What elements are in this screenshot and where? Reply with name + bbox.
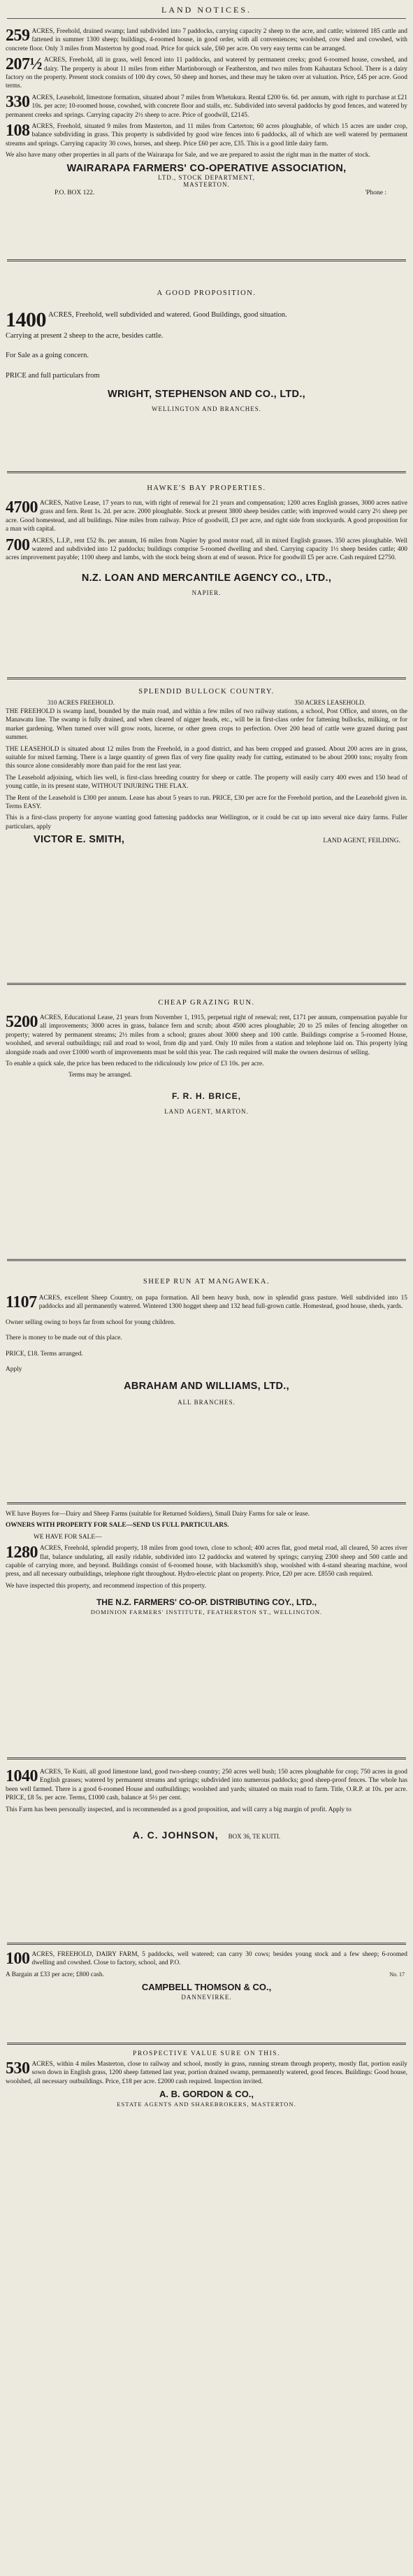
acres-number: 108 — [6, 122, 30, 141]
ad-paragraph: A Bargain at £33 per acre; £800 cash. — [6, 1971, 104, 1978]
acres-number: 1107 — [6, 1293, 37, 1311]
ad-text: ACRES, Freehold, situated 9 miles from Masterton, and 11 miles from Carterton; 60 acres ploughable, of which 15 acres are under crop, balance subdividing in grass. This property is subdivided by good wire fences into 6 paddocks, all of which are well watered by permanent streams and springs. Carrying capacity 30 cows, horses, and sheep. Price £60 per acre, £35. This is a good little dairy farm. — [6, 123, 407, 147]
ad-line: Carrying at present 2 sheep to the acre, besides cattle. — [6, 332, 164, 340]
ad-line: There is money to be made out of this place. — [6, 1334, 122, 1342]
section-title: LAND NOTICES. — [161, 5, 252, 15]
ad-line: Owner selling owing to boys far from school for young children. — [6, 1318, 175, 1326]
advertiser-location: LAND AGENT, FEILDING. — [323, 837, 400, 845]
ad-cheap-grazing — [6, 985, 407, 1259]
advertiser-location: NAPIER. — [191, 589, 222, 596]
ad-heading: SPLENDID BULLOCK COUNTRY. — [138, 688, 275, 696]
acres-number: 1040 — [6, 1767, 38, 1785]
ad-text: ACRES, FREEHOLD, DAIRY FARM, 5 paddocks, well watered; can carry 30 cows; besides young stock and a few sheep; 6-roomed dwelling and cowshed. Close to factory, school, and P.O. — [31, 1951, 407, 1967]
acres-number: 330 — [6, 92, 30, 111]
ad-paragraph: THE LEASEHOLD is situated about 12 miles from the Freehold, in a good district, and has been cropped and grassed. About 200 acres are in grass, suitable for mixed farming. There is a large quantity of green flax of very fine quality ready for cutting, estimated to be about 2000 tons; royalty from this source alone considerably more than paid for the rent last year. — [6, 745, 407, 770]
ad-line: PRICE and full particulars from — [6, 371, 100, 380]
ad-heading: A GOOD PROPOSITION. — [157, 289, 256, 297]
advertiser-sub: LTD., STOCK DEPARTMENT, — [158, 173, 255, 181]
ad-line: For Sale as a going concern. — [6, 352, 89, 360]
advertiser-location: LAND AGENT, MARTON. — [164, 1107, 249, 1115]
ad-heading: PROSPECTIVE VALUE SURE ON THIS. — [133, 2050, 280, 2057]
advertiser-name: A. B. GORDON & CO., — [159, 2089, 254, 2100]
ad-line: Apply — [6, 1366, 22, 1374]
acres-number: 207½ — [6, 55, 42, 74]
footer-note: We also have many other properties in all parts of the Wairarapa for Sale, and we are prepared to assist the right man in the matter of stock. — [6, 152, 370, 159]
acres-number: 1280 — [6, 1544, 38, 1562]
advertiser-name: A. C. JOHNSON, — [132, 1829, 219, 1841]
ad-heading: CHEAP GRAZING RUN. — [158, 999, 255, 1007]
ad-nz-farmers — [6, 1504, 407, 1757]
advertiser-name: F. R. H. BRICE, — [171, 1091, 241, 1101]
advertiser-location: DOMINION FARMERS' INSTITUTE, FEATHERSTON ST., WELLINGTON. — [90, 1609, 323, 1616]
advertiser-name: CAMPBELL THOMSON & CO., — [141, 1982, 272, 1993]
ad-paragraph: The Rent of the Leasehold is £300 per annum. Lease has about 5 years to run. PRICE, £30 per acre for the Freehold portion, and the Leasehold given in. Terms EASY. — [6, 794, 407, 811]
ad-text: ACRES, excellent Sheep Country, on papa formation. All been heavy bush, now in splendid grass pasture. Well subdivided into 15 paddocks and all permanently watered. Wintered 1300 hogget sheep and 132 head full-grown cattle. Homestead, good house, sheds, yards. — [38, 1295, 407, 1311]
ad-paragraph: This is a first-class property for anyone wanting good fattening paddocks near Wellington, or it could be cut up into several nice dairy farms. Fuller particulars, apply — [6, 814, 407, 830]
advertiser-location: DANNEVIRKE. — [181, 1994, 232, 2001]
ad-te-kuiti — [6, 1760, 407, 1943]
ad-paragraph: We have inspected this property, and recommend inspection of this property. — [6, 1582, 207, 1590]
ad-text: ACRES, Freehold, drained swamp; land subdivided into 7 paddocks, carrying capacity 2 sheep to the acre, and cattle; wintered 185 cattle and fattened in summer 1300 sheep; buildings, 4-roomed house, in good order, with all conveniences; woolshed, cow shed and cowshed, with concrete floor. Only 3 miles from Masterton by good road. Price for quick sale, £60 per acre. On very easy terms can be arranged. — [6, 28, 407, 52]
advertiser-location: BOX 36, TE KUITI. — [228, 1833, 281, 1841]
advertiser-name: THE N.Z. FARMERS' CO-OP. DISTRIBUTING COY., LTD., — [96, 1597, 317, 1608]
acres-number: 100 — [6, 1950, 30, 1968]
ad-paragraph: This Farm has been personally inspected, and is recommended as a good proposition, and will carry a big margin of profit. Apply to — [6, 1806, 352, 1813]
acres-number: 5200 — [6, 1013, 38, 1031]
ad-text: ACRES, within 4 miles Masterton, close to railway and school, mostly in grass, running stream through property, mostly flat, portion easily sown down in English grass, 1200 sheep fattened last year, portion drained swamp, permanently watered, good fences. Buildings: Good house, woolshed, all necessary outbuildings. Price, £18 per acre. £2000 cash required. Inspection invited. — [6, 2061, 407, 2085]
advertiser-location: WELLINGTON AND BRANCHES. — [151, 405, 262, 413]
ad-bullock-country — [6, 679, 407, 983]
ad-text: ACRES, Freehold, all in grass, well fenced into 11 paddocks, and watered by permanent creeks; good 6-roomed house, cowshed, and dairy. The property is about 11 miles from either Martinborough or Featherston, and two miles from Kahautara School. There is a dairy factory on the property. Present stock consists of 100 dry cows, 50 sheep and horses, and these may be taken over at valuation. Price, £45 per acre. Good terms. — [6, 57, 407, 90]
ad-heading: SHEEP RUN AT MANGAWEKA. — [143, 1278, 270, 1286]
ad-text: ACRES, Te Kuiti, all good limestone land, good two-sheep country; 250 acres well bush; 150 acres ploughable for crop; 750 acres in good English grasses; watered by permanent streams and springs; subdivided into numerous paddocks; good sheep-proof fences. The whole has been well farmed. There is a good 6-roomed House and outbuildings; woolshed and yards; situated on main road to farm. Title, O.R.P. at 10s. per acre. PRICE, £8 5s. per acre. Terms, £1000 cash, balance at 5½ per cent. — [6, 1769, 407, 1802]
ad-text: ACRES, Freehold, splendid property, 18 miles from good town, close to school; 400 acres flat, good metal road, all cleared, 50 acres river flat, balance undulating, all easily ridable, subdivided into 12 paddocks and watered by springs; carrying 2300 sheep and 500 cattle and capable of carrying more, and beyond. Buildings consist of 6-roomed house, with blacksmith's shop, woolshed with 4-stand shearing machine, wool press, and all necessary outbuildings, telephone right throughout. Hydro-electric plant on property. Price, £20 per acre. £8550 cash required. — [6, 1545, 407, 1578]
freehold-sub: 310 ACRES FREEHOLD. — [48, 699, 115, 706]
ad-text: ACRES, Leasehold, limestone formation, situated about 7 miles from Whetukura. Rental £200 6s. 6d. per annum, with right to purchase at £21 10s. per acre; 10-roomed house, cowshed, with concrete floor and stalls, etc. Subdivided into several paddocks by good fences, and watered by permanent creeks and springs. Carrying capacity 2½ sheep to acre. Price of goodwill, £2145. — [6, 94, 407, 119]
we-have-line: WE HAVE FOR SALE— — [34, 1533, 102, 1541]
acres-number: 530 — [6, 2059, 30, 2078]
advertiser-name: WAIRARAPA FARMERS' CO-OPERATIVE ASSOCIATION, — [66, 162, 347, 174]
ad-prospective-value — [6, 2045, 407, 2157]
ad-paragraph: The Leasehold adjoining, which lies well, is first-class breeding country for sheep or cattle. The property will easily carry 400 ewes and 150 head of young cattle, in its present state, WITHOUT INJURING THE FLAX. — [6, 774, 407, 791]
acres-number: 1400 — [6, 308, 46, 331]
ad-number: No. 17 — [389, 1971, 405, 1978]
phone-label: 'Phone : — [365, 189, 386, 196]
owners-line: OWNERS WITH PROPERTY FOR SALE—SEND US FULL PARTICULARS. — [6, 1522, 229, 1530]
advertiser-location: ESTATE AGENTS AND SHAREBROKERS, MASTERTON. — [117, 2101, 296, 2108]
advertiser-name: VICTOR E. SMITH, — [34, 834, 125, 846]
ad-dairy-farm — [6, 1945, 407, 2043]
advertiser-name: WRIGHT, STEPHENSON AND CO., LTD., — [108, 389, 305, 401]
ad-paragraph: Terms may be arranged. — [68, 1072, 132, 1079]
acres-number: 700 — [6, 535, 30, 554]
ad-text: ACRES, L.I.P., rent £52 8s. per annum, 16 miles from Napier by good motor road, all in mixed English grasses. 350 acres ploughable. Well watered and subdivided into 12 paddocks; buildings comprise 5-roomed dwelling and shed. Carrying capacity 1½ sheep besides cattle; 400 acres improvement payable; 1100 sheep and lambs, with the stock being shorn at end of season. Price for goodwill £5 per acre. Cash required £2750. — [6, 537, 407, 562]
ad-mangaweka — [6, 1261, 407, 1502]
ad-paragraph: To enable a quick sale, the price has been reduced to the ridiculously low price of £3 10s. per acre. — [6, 1060, 264, 1068]
advertiser-location: ALL BRANCHES. — [177, 1399, 236, 1406]
ad-heading: HAWKE'S BAY PROPERTIES. — [147, 484, 266, 492]
acres-number: 4700 — [6, 498, 38, 517]
ad-paragraph: THE FREEHOLD is swamp land, bounded by the main road, and within a few miles of two railway stations, a school, Post Office, and stores, on the Manawatu line. The swamp is fully drained, and when cleared of nigger heads, etc., will be in first-class order for fattening bullocks, milking, or for market gardening. When turned over will grow roots, lucerne, or other green crops to perfection. Over 200 head of cattle were grazed during past summer. — [6, 708, 407, 742]
advertiser-name: ABRAHAM AND WILLIAMS, LTD., — [124, 1381, 289, 1393]
ad-wairarapa — [6, 19, 407, 259]
leasehold-sub: 350 ACRES LEASEHOLD. — [294, 699, 365, 706]
po-box: P.O. BOX 122. — [55, 189, 95, 196]
ad-good-proposition — [6, 261, 407, 471]
ad-text: ACRES, Educational Lease, 21 years from November 1, 1915, perpetual right of renewal; rent, £171 per annum, compensation payable for all improvements; 3000 acres in grass, balance fern and scrub; about 4500 acres ploughable; 20 to 25 miles of fencing altogether on property; watered by permanent streams; 2½ miles from a school; grazes about 3000 sheep and 100 cattle. Buildings comprise a 5-roomed House, woolshed, and several outbuildings; rail and road to wool, from dip and yard. Only 10 miles from a station and telephone laid on. This property lying alongside roads and over £1000 worth of improvements must be sold this year. The cash required will make the owners desirous of selling. — [6, 1014, 407, 1056]
advertiser-name: N.Z. LOAN AND MERCANTILE AGENCY CO., LTD., — [81, 572, 332, 584]
ad-text: ACRES, Freehold, well subdivided and watered. Good Buildings, good situation. — [48, 311, 287, 319]
acres-number: 259 — [6, 27, 30, 45]
ad-hawkes-bay — [6, 473, 407, 677]
advertiser-location: MASTERTON. — [183, 180, 230, 188]
ad-line: PRICE, £18. Terms arranged. — [6, 1350, 83, 1358]
ad-intro: WE have Buyers for—Dairy and Sheep Farms (suitable for Returned Soldiers), Small Dairy Farms for sale or lease. — [6, 1511, 310, 1518]
ad-text: ACRES, Native Lease, 17 years to run, with right of renewal for 21 years and compensation; 1200 acres English grasses, 3000 acres native grass and fern. Rent 1s. 2d. per acre. 2000 ploughable. Stock at present 3800 sheep besides cattle; with improved would carry 2½ sheep per acre. Good homestead, and all buildings. Nine miles from railway. Price of goodwill, £3 per acre, and right side from stockyards. A good proposition for a man with capital. — [6, 500, 407, 533]
